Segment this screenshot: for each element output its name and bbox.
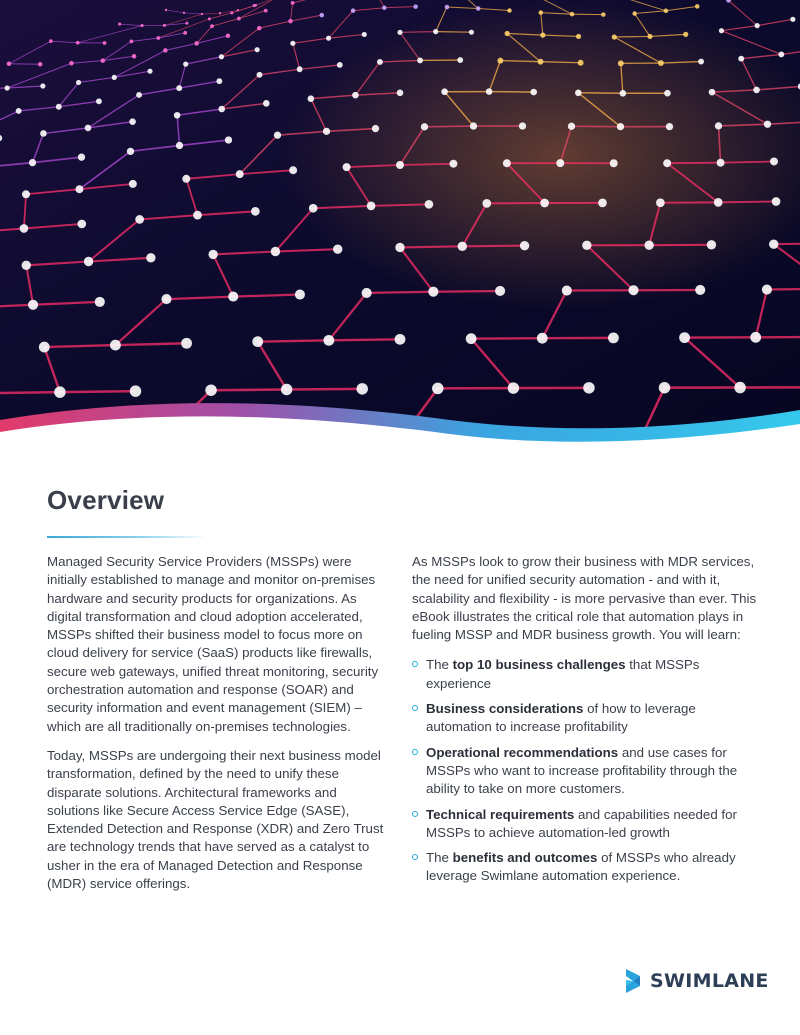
network-node [717, 159, 725, 167]
network-node [755, 23, 760, 28]
bullet-bold: benefits and outcomes [452, 850, 598, 866]
network-link [436, 32, 472, 33]
network-node [219, 54, 224, 59]
title-underline [47, 536, 207, 538]
network-node [519, 122, 526, 129]
network-node [486, 88, 493, 95]
network-node [352, 92, 359, 99]
network-node [183, 31, 187, 35]
network-node [433, 29, 438, 34]
network-node [396, 161, 404, 169]
network-node [185, 22, 188, 25]
bullet-bold: Technical requirements [426, 806, 575, 822]
network-node [568, 123, 575, 130]
network-node [582, 241, 591, 250]
network-node [507, 8, 512, 13]
network-node [130, 40, 134, 44]
network-node [132, 54, 137, 59]
network-node [255, 47, 260, 52]
network-node [181, 338, 192, 349]
network-node [508, 382, 520, 394]
network-node [343, 163, 351, 171]
network-node [182, 175, 190, 183]
network-node [556, 159, 564, 167]
network-node [193, 211, 202, 220]
network-node [216, 78, 222, 84]
bullet-icon [412, 749, 418, 755]
network-node [698, 59, 704, 65]
network-node [40, 83, 45, 88]
network-node [372, 125, 379, 132]
network-node [362, 32, 367, 37]
network-node [583, 382, 595, 394]
network-node [663, 159, 671, 167]
list-item [412, 849, 757, 886]
network-node [709, 89, 716, 96]
network-node [226, 34, 231, 39]
network-node [445, 5, 450, 10]
network-node [308, 95, 315, 102]
network-link [721, 161, 774, 162]
network-node [76, 80, 81, 85]
paragraph: Managed Security Service Providers (MSSPs) were initially established to manage and monitor on-premises hardware and security products for organizations. As digital transformation and cloud adoption accelerated, MSSPs shifted their business model to focus more on cloud delivery for service (SaaS) products like firewalls, secure web gateways, unified threat monitoring, security orchestration automation and response (SOAR) and security information and event management (SIEM) – which are all traditionally on-premises technologies. [47, 554, 379, 734]
network-node [291, 1, 295, 5]
network-node [540, 199, 549, 208]
network-node [176, 142, 183, 149]
network-node [764, 121, 771, 128]
network-link [287, 389, 363, 390]
network-link [433, 291, 500, 292]
network-node [734, 382, 746, 394]
network-node [647, 34, 652, 39]
network-node [95, 297, 105, 307]
network-node [753, 87, 760, 94]
network-node [141, 24, 144, 27]
network-node [772, 197, 781, 206]
network-node [225, 136, 232, 143]
network-node [281, 384, 293, 396]
network-node [49, 39, 53, 43]
network-node [263, 100, 270, 107]
bullet-icon [412, 661, 418, 667]
left-column [47, 553, 392, 904]
network-node [750, 332, 761, 343]
network-node [38, 62, 43, 67]
network-node [770, 157, 778, 165]
network-node [5, 85, 10, 90]
network-node [320, 13, 325, 17]
network-node [421, 123, 428, 130]
network-node [218, 106, 225, 113]
network-node [252, 336, 263, 347]
network-node [738, 56, 744, 62]
network-node [54, 386, 66, 398]
paragraph: Today, MSSPs are undergoing their next business model transformation, defined by the need to unify these disparate solutions. Architectural frameworks and solutions like Secure Access Service Edge (SASE), Extended Detection and Response (XDR) and Zero Trust are technology trends that have served as a catalyst to usher in the era of Managed Detection and Response (MDR) service offerings. [47, 747, 384, 892]
network-node [520, 241, 529, 250]
network-node [612, 34, 617, 39]
network-node [236, 170, 244, 178]
network-node [575, 89, 582, 96]
network-node [69, 61, 74, 66]
network-node [458, 242, 467, 251]
network-node [205, 384, 217, 396]
network-link [258, 340, 329, 341]
bullet-post: and capabilities needed for MSSPs to achieve automation-led growth [426, 806, 737, 840]
network-node [165, 9, 167, 11]
network-node [610, 159, 618, 167]
network-node [503, 159, 511, 167]
network-node [297, 66, 303, 72]
network-node [505, 31, 510, 36]
network-node [194, 41, 199, 46]
network-node [664, 9, 669, 14]
bullet-icon [412, 705, 418, 711]
network-link [211, 389, 287, 390]
network-node [290, 41, 295, 46]
network-node [110, 340, 121, 351]
network-node [679, 332, 690, 343]
network-node [715, 122, 722, 129]
network-link [400, 32, 436, 33]
network-node [20, 224, 29, 233]
network-node [470, 122, 477, 129]
network-node [161, 294, 171, 304]
network-link [425, 126, 474, 127]
network-node [129, 118, 136, 125]
swimlane-logo-icon [622, 967, 644, 995]
network-node [237, 17, 241, 21]
network-node [29, 159, 36, 166]
learning-list [412, 656, 757, 885]
swimlane-logo [622, 966, 769, 996]
network-node [230, 11, 233, 14]
bullet-post: that MSSPs experience [426, 657, 700, 691]
network-node [163, 24, 166, 27]
network-link [614, 36, 650, 37]
network-node [78, 154, 85, 161]
network-node [356, 383, 368, 395]
network-link [367, 292, 434, 293]
intro-paragraph: As MSSPs look to grow their business with MDR services, the need for unified security automation - and with it, scalability and flexibility - is more pervasive than ever. This eBook illustrates the critical role that automation plays in fueling MSSP and MDR business growth. You will learn: [412, 554, 757, 643]
bullet-bold: top 10 business challenges [452, 657, 626, 673]
network-node [417, 57, 423, 63]
network-node [695, 285, 705, 295]
hexagon-network-image [0, 0, 800, 445]
network-node [288, 19, 293, 24]
network-node [449, 160, 457, 168]
network-node [84, 257, 93, 266]
network-node [228, 292, 238, 302]
network-node [432, 383, 444, 395]
network-node [377, 59, 383, 65]
network-node [351, 8, 356, 13]
network-node [337, 62, 343, 68]
network-node [323, 128, 330, 135]
network-node [570, 12, 575, 17]
network-link [60, 391, 136, 392]
network-node [428, 287, 438, 297]
network-node [16, 108, 22, 114]
network-node [208, 250, 217, 259]
network-node [136, 92, 142, 98]
network-node [76, 41, 80, 45]
list-item [412, 744, 757, 799]
network-node [309, 204, 318, 213]
network-node [497, 58, 503, 64]
hero-banner [0, 0, 800, 445]
network-node [201, 13, 203, 15]
network-link [578, 93, 623, 94]
network-node [578, 60, 584, 66]
network-node [271, 247, 280, 256]
bullet-post: of MSSPs who already leverage Swimlane automation experience. [426, 850, 736, 884]
network-node [75, 185, 83, 193]
network-node [176, 85, 182, 91]
network-node [251, 207, 260, 216]
network-node [112, 75, 117, 80]
list-item [412, 656, 757, 693]
network-node [658, 60, 664, 66]
network-node [174, 112, 181, 119]
network-node [395, 243, 404, 252]
network-node [476, 6, 481, 11]
network-node [127, 148, 134, 155]
network-node [210, 24, 214, 28]
network-node [289, 166, 297, 174]
network-node [466, 333, 477, 344]
network-node [130, 385, 142, 397]
network-node [96, 98, 102, 104]
network-node [395, 334, 406, 345]
network-node [274, 132, 281, 139]
logo-wordmark: SWIMLANE [650, 970, 769, 992]
network-node [146, 253, 155, 262]
network-node [397, 30, 402, 35]
network-node [413, 4, 418, 9]
network-node [39, 342, 50, 353]
network-node [762, 284, 772, 294]
network-node [367, 202, 376, 211]
network-node [183, 62, 188, 67]
network-node [608, 332, 619, 343]
network-node [530, 89, 537, 96]
network-node [208, 17, 211, 20]
network-node [482, 199, 491, 208]
network-node [644, 240, 653, 249]
network-node [469, 30, 474, 35]
network-link [329, 339, 400, 340]
network-link [400, 246, 462, 247]
bullet-icon [412, 811, 418, 817]
network-node [40, 130, 47, 137]
network-node [163, 48, 168, 53]
network-node [620, 90, 627, 97]
bullet-bold: Operational recommendations [426, 744, 619, 760]
network-node [562, 285, 572, 295]
network-node [264, 9, 268, 13]
network-node [695, 4, 700, 9]
network-node [85, 125, 92, 132]
network-node [666, 123, 673, 130]
network-node [425, 200, 434, 209]
network-node [598, 199, 607, 208]
network-node [28, 300, 38, 310]
network-node [778, 51, 784, 57]
network-node [632, 11, 637, 16]
network-node [617, 123, 624, 130]
network-node [495, 286, 505, 296]
network-node [397, 90, 404, 97]
network-node [257, 72, 263, 78]
bullet-post: of how to leverage automation to increase profitability [426, 701, 696, 735]
network-node [683, 32, 688, 37]
list-item [412, 700, 757, 737]
network-node [707, 240, 716, 249]
network-node [135, 215, 144, 224]
network-link [400, 164, 453, 165]
network-node [538, 59, 544, 65]
network-node [333, 244, 342, 253]
network-node [576, 34, 581, 39]
bullet-pre: The [426, 850, 453, 866]
network-node [183, 12, 185, 14]
network-node [790, 17, 795, 22]
network-node [659, 382, 671, 394]
network-node [362, 288, 372, 298]
network-node [295, 289, 305, 299]
network-node [118, 23, 121, 26]
network-node [628, 285, 638, 295]
network-link [0, 392, 60, 393]
network-node [714, 198, 723, 207]
network-node [56, 104, 62, 110]
network-node [539, 10, 544, 15]
network-node [537, 333, 548, 344]
network-node [257, 26, 262, 31]
network-node [219, 12, 221, 14]
bullet-post: and use cases for MSSPs who want to increase profitability through the ability to take on more customers. [426, 744, 738, 797]
bullet-bold: Business considerations [426, 701, 584, 717]
network-node [457, 57, 463, 63]
bullet-icon [412, 854, 418, 860]
network-node [656, 198, 665, 207]
network-node [22, 190, 30, 198]
list-item [412, 806, 757, 843]
network-link [667, 163, 720, 164]
network-node [103, 41, 107, 45]
network-node [147, 69, 152, 74]
network-node [540, 33, 545, 38]
network-node [129, 180, 137, 188]
network-link [462, 246, 524, 247]
network-node [101, 58, 106, 63]
network-node [7, 62, 12, 66]
network-node [601, 12, 606, 17]
network-node [77, 220, 86, 229]
network-node [22, 261, 31, 270]
network-node [769, 240, 778, 249]
network-node [441, 88, 448, 95]
network-node [156, 36, 160, 40]
network-node [618, 60, 624, 66]
network-node [382, 6, 387, 11]
right-column [412, 553, 757, 893]
network-node [719, 28, 724, 33]
network-node [253, 4, 256, 7]
network-node [664, 90, 671, 97]
bullet-pre: The [426, 657, 453, 673]
page-title: Overview [47, 485, 165, 515]
network-node [326, 36, 331, 41]
network-link [718, 201, 776, 202]
network-node [323, 335, 334, 346]
